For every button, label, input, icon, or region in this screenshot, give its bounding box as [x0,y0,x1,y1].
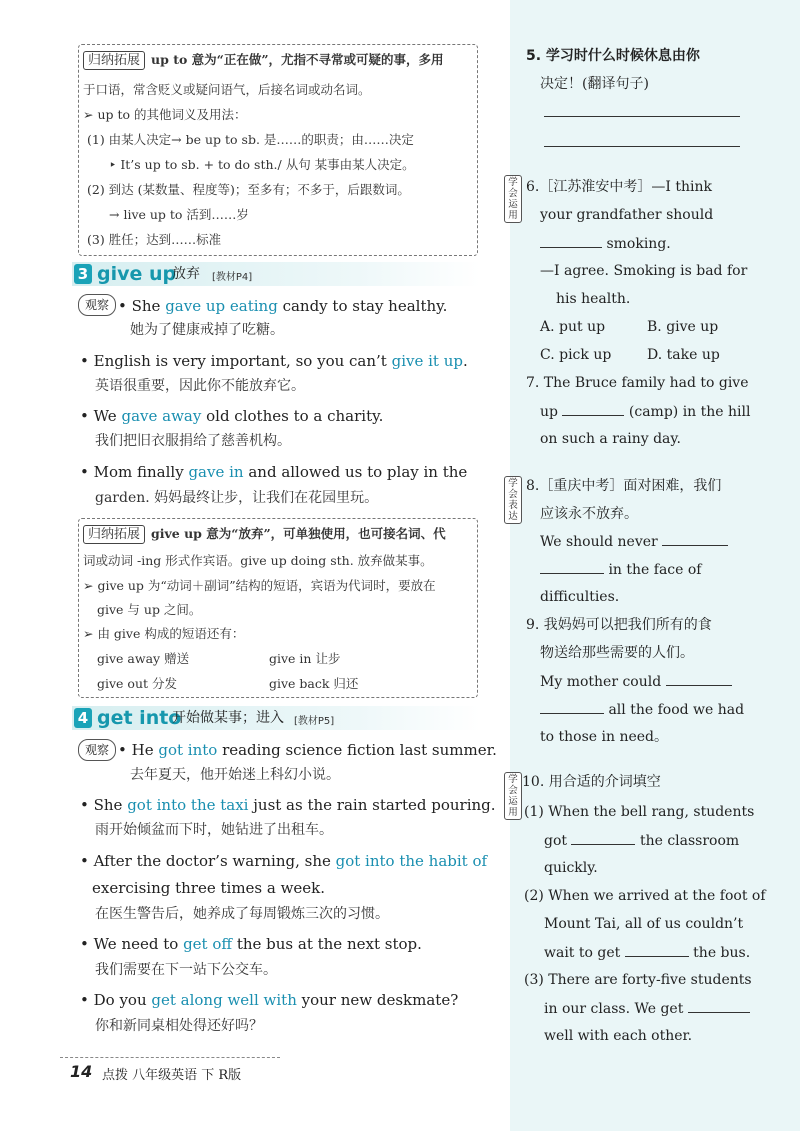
q10-line: well with each other. [544,1028,693,1044]
q10-line: (2) When we arrived at the foot of [524,888,766,904]
q9-line: to those in need。 [540,729,668,745]
example-translation: 英语很重要，因此你不能放弃它。 [95,378,305,394]
box2-phrase: give out 分发 [97,676,178,691]
q6-line: 6.［江苏淮安中考］—I think [526,179,712,195]
q10-line: in our class. We get [544,998,750,1019]
box2-phrase: give back 归还 [269,676,359,691]
box2-line-2: ➢ give up 为“动词＋副词”结构的短语，宾语为代词时，要放在 [83,578,436,593]
box1-line-1: 于口语，常含贬义或疑问语气，后接名词或动名词。 [83,82,371,97]
learn-express-tag: 学会表达 [504,476,522,524]
q8-line: 8.［重庆中考］面对困难，我们 [526,478,722,494]
section-ref: [教材P4] [212,272,253,283]
q9-line: My mother could [540,671,732,692]
q9-blank-1[interactable] [666,671,732,686]
q5-line: 决定！(翻译句子) [540,76,649,92]
section-3-header [72,262,480,286]
q5-line: 5. 学习时什么时候休息由你 [526,48,700,64]
example-sentence-cont: exercising three times a week. [92,879,326,897]
expansion-box-give-up [78,518,478,698]
example-translation: 你和新同桌相处得还好吗？ [95,1018,263,1034]
q10-line: quickly. [544,860,598,876]
example-translation: 去年夏天，他开始迷上科幻小说。 [130,767,340,783]
section-number: 3 [74,264,92,284]
example-translation: garden. 妈妈最终让步，让我们在花园里玩。 [95,490,379,506]
observe-badge: 观察 [78,739,116,761]
q5-answer-line-2[interactable] [544,146,740,147]
example-translation: 雨开始倾盆而下时，她钻进了出租车。 [95,822,333,838]
q8-blank-1[interactable] [662,531,728,546]
q10-blank-1[interactable] [571,830,635,845]
q9-line: 9. 我妈妈可以把我们所有的食 [526,617,712,633]
example-translation: 她为了健康戒掉了吃糖。 [130,322,284,338]
example-sentence: • We gave away old clothes to a charity. [80,407,384,425]
q6-option-d[interactable]: D. take up [647,347,720,363]
example-sentence: • After the doctor’s warning, she got into the habit of [80,852,488,870]
q8-line: difficulties. [540,589,620,605]
example-sentence: • Do you get along well with your new deskmate? [80,991,459,1009]
section-ref: [教材P5] [294,716,335,727]
box2-phrase: give in 让步 [269,651,341,666]
box1-title: 归纳拓展 [83,51,145,70]
q9-line: 物送给那些需要的人们。 [540,645,694,661]
expansion-box-up-to [78,44,478,256]
q10-title: 10. 用合适的介词填空 [522,774,661,790]
example-sentence: • Mom finally gave in and allowed us to play in the [80,463,468,481]
page-number: 14 [70,1062,93,1081]
q6-option-a[interactable]: A. put up [540,319,606,335]
section-number: 4 [74,708,92,728]
q6-line: his health. [556,291,631,307]
q10-line: (1) When the bell rang, students [524,804,755,820]
box1-line-2: ➢ up to 的其他词义及用法： [83,107,247,122]
q7-line: 7. The Bruce family had to give [526,375,749,391]
section-4-header [72,706,480,730]
q8-line: 应该永不放弃。 [540,506,638,522]
box1-line-5: (2) 到达 (某数量、程度等)；至多有；不多于，后跟数词。 [87,182,410,197]
example-sentence: • She got into the taxi just as the rain started pouring. [80,796,496,814]
example-translation: 我们把旧衣服捐给了慈善机构。 [95,433,291,449]
box2-line-3: give 与 up 之间。 [97,602,202,617]
q10-blank-2[interactable] [625,942,689,957]
learn-apply-tag: 学会运用 [504,772,522,820]
q6-line: your grandfather should [540,207,714,223]
q9-blank-2[interactable] [540,699,604,714]
page-footer [60,1057,280,1083]
box2-line-0: 归纳拓展 give up 意为“放弃”，可单独使用，也可接名词、代 [83,525,446,544]
q6-line: smoking. [540,233,671,254]
section-meaning: 开始做某事；进入 [172,710,284,726]
box2-title: 归纳拓展 [83,525,145,544]
box2-line-1: 词或动词 -ing 形式作宾语。give up doing sth. 放弃做某事。 [83,553,433,568]
q7-line: on such a rainy day. [540,431,681,447]
example-sentence: • He got into reading science fiction last summer. [118,741,497,759]
q6-option-b[interactable]: B. give up [647,319,719,335]
book-title: 点拨 八年级英语 下 R版 [102,1068,242,1083]
q10-line: Mount Tai, all of us couldn’t [544,916,744,932]
q8-blank-2[interactable] [540,559,604,574]
observe-badge: 观察 [78,294,116,316]
example-translation: 我们需要在下一站下公交车。 [95,962,277,978]
example-sentence: • English is very important, so you can’t give it up. [80,352,468,370]
q9-line: all the food we had [540,699,744,720]
example-sentence: • She gave up eating candy to stay healthy. [118,297,448,315]
q6-option-c[interactable]: C. pick up [540,347,612,363]
q10-line: wait to get the bus. [544,942,750,963]
section-word: get into [97,707,182,729]
section-meaning: 放弃 [172,266,200,282]
box1-line-6: → live up to 活到……岁 [109,207,249,222]
box2-line-4: ➢ 由 give 构成的短语还有： [83,626,245,641]
q10-line: (3) There are forty-five students [524,972,752,988]
q8-line: in the face of [540,559,702,580]
q8-line: We should never [540,531,728,552]
box2-phrase: give away 赠送 [97,651,190,666]
q6-blank[interactable] [540,233,602,248]
section-word: give up [97,263,177,285]
example-sentence: • We need to get off the bus at the next stop. [80,935,422,953]
q7-line: up (camp) in the hill [540,401,750,422]
box1-line-3: (1) 由某人决定→ be up to sb. 是……的职责；由……决定 [87,132,414,147]
q5-answer-line-1[interactable] [544,116,740,117]
q10-line: got the classroom [544,830,739,851]
box1-line-4: ‣ It’s up to sb. + to do sth./ 从句 某事由某人决定。 [109,157,415,172]
box1-line-0: 归纳拓展 up to 意为“正在做”，尤指不寻常或可疑的事，多用 [83,51,444,70]
q10-blank-3[interactable] [688,998,750,1013]
q6-line: —I agree. Smoking is bad for [540,263,748,279]
box1-line-7: (3) 胜任；达到……标准 [87,232,222,247]
example-translation: 在医生警告后，她养成了每周锻炼三次的习惯。 [95,906,389,922]
learn-apply-tag: 学会运用 [504,175,522,223]
q7-blank[interactable] [562,401,624,416]
